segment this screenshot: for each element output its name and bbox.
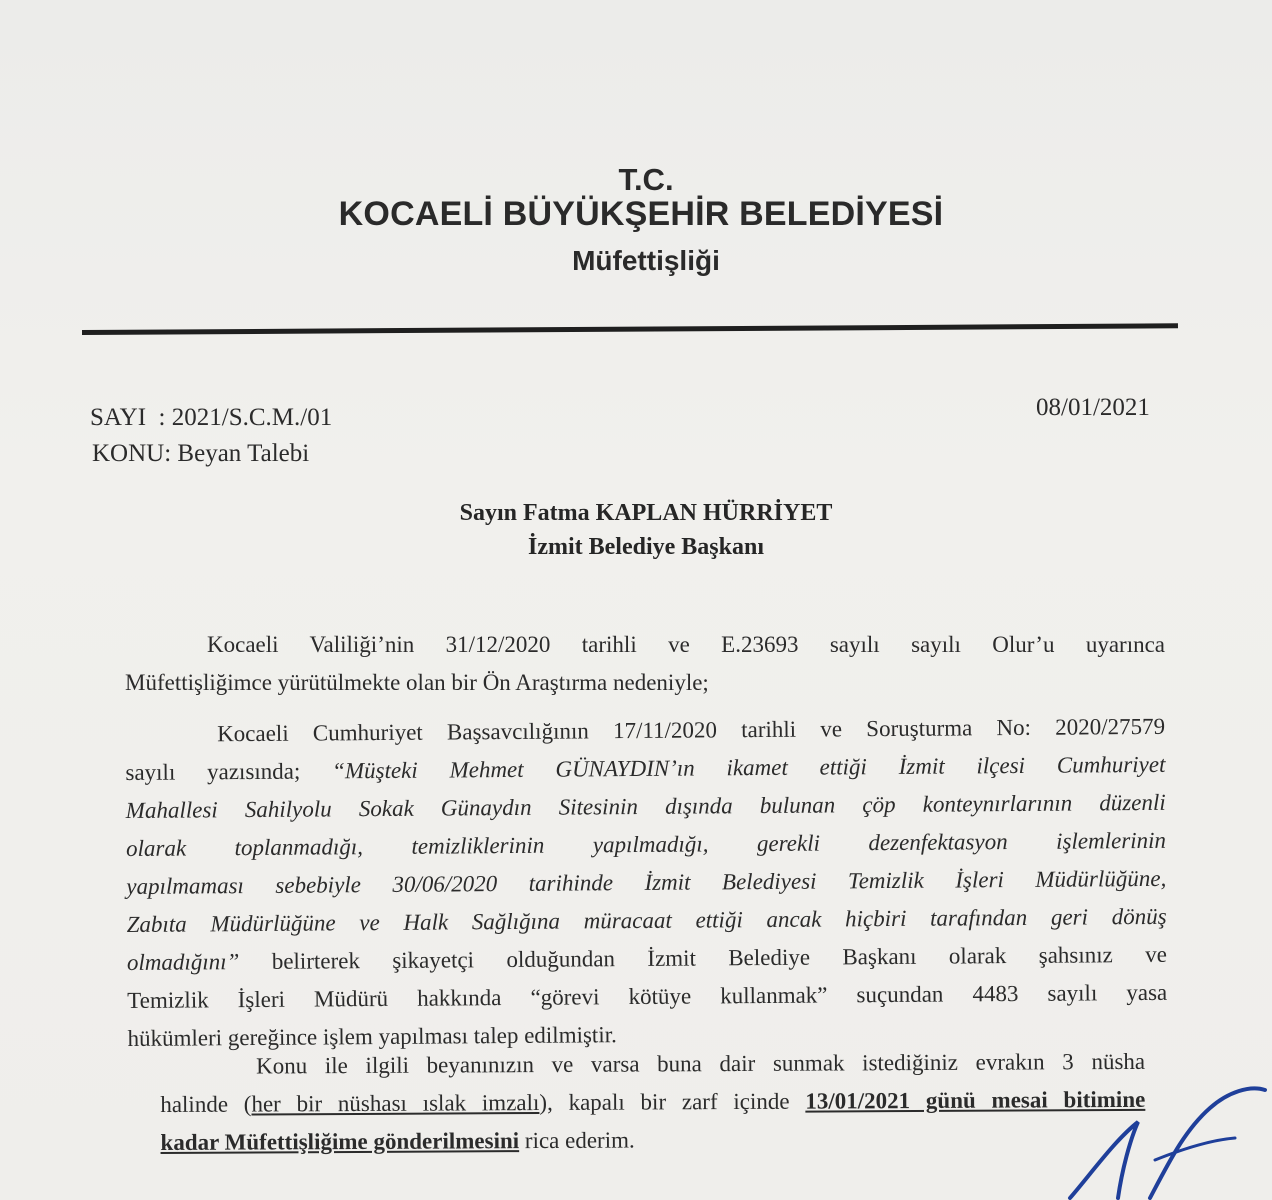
p3-wet-signature-note: her bir nüshası ıslak imzalı — [251, 1090, 540, 1117]
paragraph-2 — [125, 708, 1168, 1058]
paragraph-3 — [160, 1043, 1146, 1162]
p2-quote-end: olmadığını” — [126, 949, 240, 975]
p2-quote-start: “Müşteki Mehmet GÜNAYDIN’ın ikamet ettiği İzmit ilçesi Cumhuriyet — [332, 751, 1166, 784]
p2-line-8: Temizlik İşleri Müdürü hakkında “görevi kötüye kullanmak” suçundan 4483 sayılı yasa — [127, 979, 1168, 1013]
konu-row — [92, 440, 309, 468]
p3-line-1: Konu ile ilgili beyanınızın ve varsa buna dair sunmak istediğiniz evrakın 3 nüsha — [256, 1048, 1146, 1079]
p2-line-9: hükümleri gereğince işlem yapılması talep edilmiştir. — [127, 1022, 617, 1051]
addressee-title: İzmit Belediye Başkanı — [527, 534, 764, 560]
sayi-value: 2021/S.C.M./01 — [171, 404, 333, 431]
konu-value: Beyan Talebi — [177, 440, 310, 467]
p2-line-7b: belirterek şikayetçi olduğundan İzmit Belediye Başkanı olarak şahsınız ve — [239, 941, 1168, 975]
p1-line-1: Kocaeli Valiliği’nin 31/12/2020 tarihli ve E.23693 sayılı sayılı Olur’u uyarınca — [207, 632, 1165, 657]
p2-line-4: olarak toplanmadığı, temizliklerinin yapılmadığı, gerekli dezenfektasyon işlemlerinin — [125, 827, 1167, 861]
p3-deadline: 13/01/2021 günü mesai bitimine — [805, 1086, 1146, 1114]
addressee-name: Sayın Fatma KAPLAN HÜRRİYET — [459, 500, 833, 526]
p2-line-3: Mahallesi Sahilyolu Sokak Günaydın Sitesinin dışında bulunan çöp konteynırlarının düzenli — [125, 789, 1166, 823]
header-tc: T.C. — [618, 162, 674, 197]
sayi-row — [90, 404, 332, 432]
paragraph-1 — [125, 626, 1165, 702]
p2-line-1: Kocaeli Cumhuriyet Başsavcılığının 17/11/2020 tarihli ve Soruşturma No: 2020/27579 — [217, 713, 1166, 747]
p3-line-2a: halinde ( — [160, 1091, 252, 1117]
p2-line-6: Zabıta Müdürlüğüne ve Halk Sağlığına müracaat ettiği ancak hiçbiri tarafından geri dönüş — [126, 903, 1167, 937]
header-institution: KOCAELİ BÜYÜKŞEHİR BELEDİYESİ — [338, 195, 944, 233]
header-department: Müfettişliği — [572, 245, 720, 276]
document-date: 08/01/2021 — [1036, 394, 1150, 421]
signature-ink — [1060, 1080, 1272, 1200]
p3-line-2 — [160, 1081, 1145, 1124]
p3-line-2c: ), kapalı bir zarf içinde — [539, 1088, 806, 1116]
p1-line-2: Müfettişliğimce yürütülmekte olan bir Ön Araştırma nedeniyle; — [125, 670, 709, 695]
p2-line-5: yapılmaması sebebiyle 30/06/2020 tarihinde İzmit Belediyesi Temizlik İşleri Müdürlüğüne, — [126, 865, 1167, 899]
p3-deadline-cont: kadar Müfettişliğime gönderilmesini — [160, 1128, 520, 1155]
konu-label: KONU: — [92, 440, 172, 467]
p2-line-2a: sayılı yazısında; — [125, 758, 333, 785]
p3-line-3 — [160, 1119, 1145, 1162]
p3-line-3b: rica ederim. — [519, 1127, 635, 1154]
header-divider — [82, 323, 1178, 335]
sayi-label: SAYI : — [90, 404, 166, 431]
